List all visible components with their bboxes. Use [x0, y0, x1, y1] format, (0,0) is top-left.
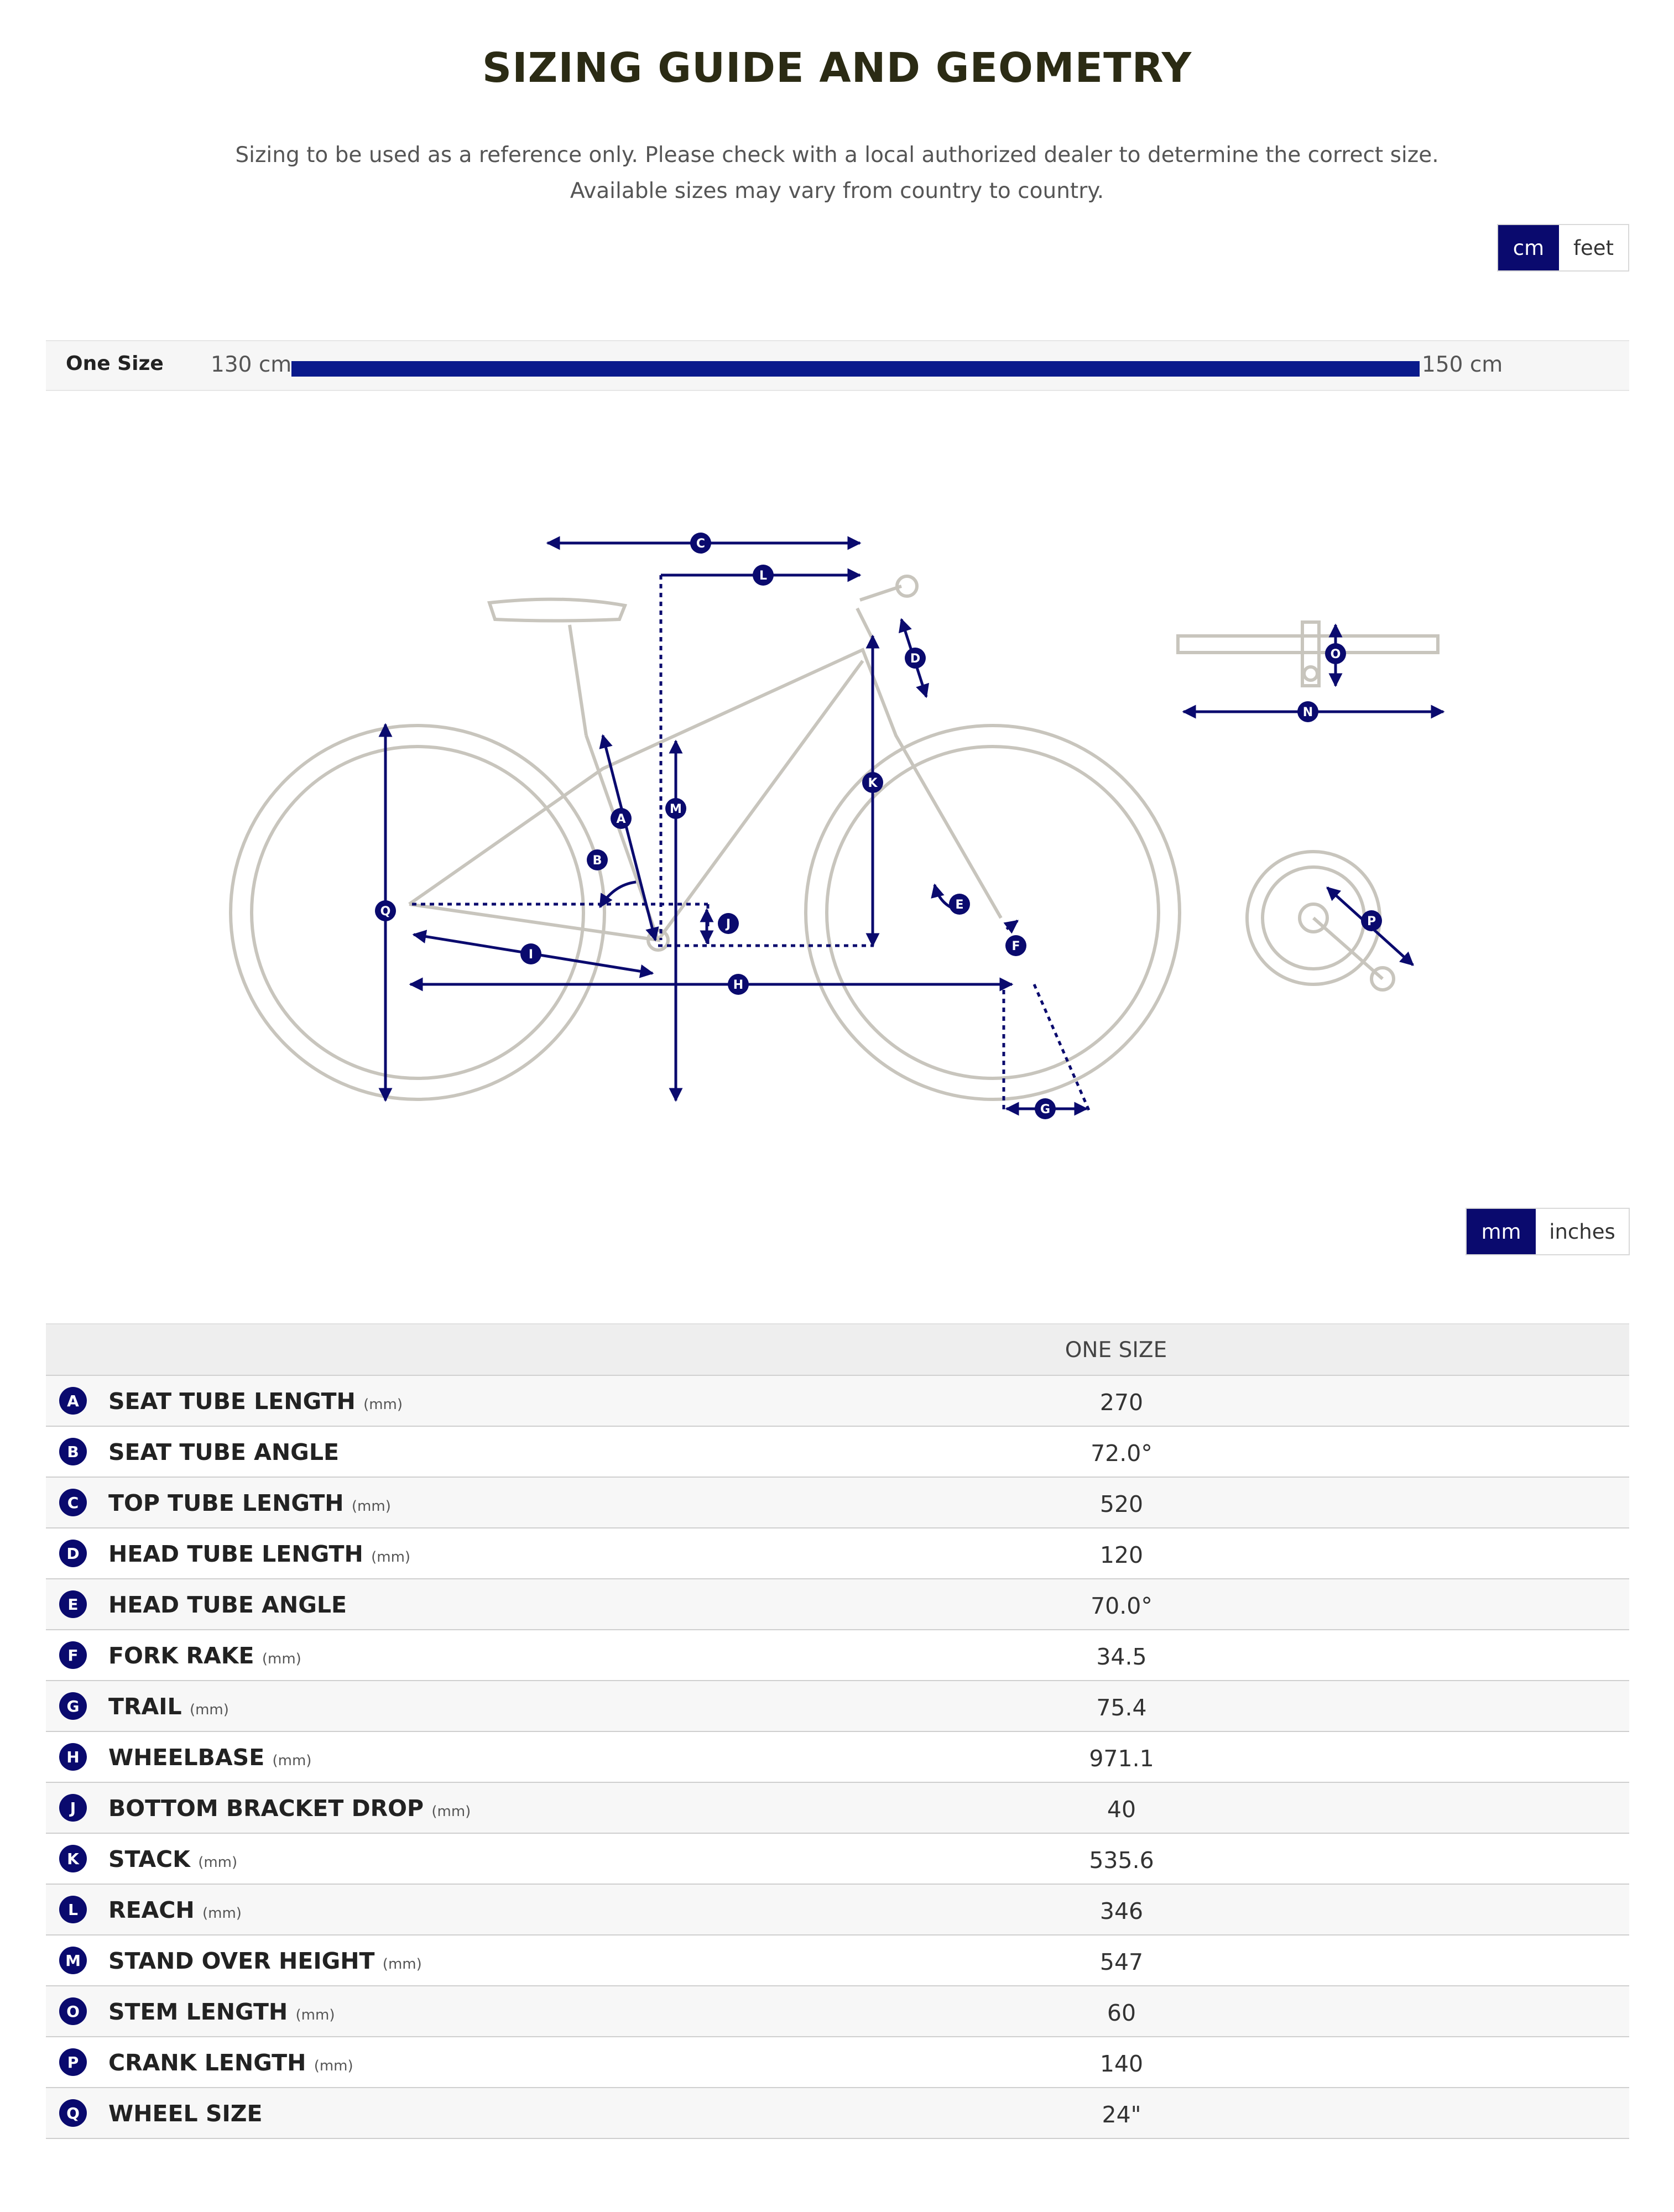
row-unit: (mm) [382, 1956, 422, 1973]
table-row [46, 1834, 1629, 1885]
geometry-unit-toggle [1466, 1208, 1630, 1255]
size-min: 130 cm [211, 352, 292, 377]
marker-J: J [726, 917, 731, 931]
row-value: 346 [1099, 1898, 1144, 1924]
row-value: 520 [1099, 1491, 1144, 1517]
row-label-text: HEAD TUBE LENGTH [108, 1541, 363, 1567]
size-range-bar [46, 340, 1629, 391]
marker-K: K [868, 776, 878, 790]
table-row [46, 1885, 1629, 1936]
row-label-text: SEAT TUBE LENGTH [108, 1388, 356, 1415]
table-row [46, 1630, 1629, 1681]
bike-drawing [231, 576, 1438, 1099]
unit-feet-button[interactable]: feet [1573, 236, 1614, 260]
row-marker-badge: C [59, 1489, 87, 1516]
row-label [108, 1693, 229, 1720]
row-label-text: TOP TUBE LENGTH [108, 1490, 344, 1516]
table-header [46, 1323, 1629, 1376]
row-value: 24" [1102, 2101, 1141, 2128]
marker-N: N [1302, 706, 1313, 719]
marker-I: I [528, 948, 534, 962]
row-label [108, 1490, 391, 1516]
row-label-text: TRAIL [108, 1693, 182, 1720]
row-label [108, 1948, 422, 1974]
table-row [46, 1528, 1629, 1579]
row-label-text: STACK [108, 1846, 190, 1872]
table-row [46, 1376, 1629, 1427]
unit-inches-button[interactable]: inches [1549, 1219, 1615, 1244]
row-label-text: STAND OVER HEIGHT [108, 1948, 375, 1974]
row-label-text: WHEELBASE [108, 1744, 265, 1771]
marker-P: P [1367, 915, 1376, 928]
row-label-text: STEM LENGTH [108, 1999, 288, 2025]
column-header-one-size: ONE SIZE [1065, 1338, 1167, 1363]
row-marker-badge: O [59, 1997, 87, 2025]
row-value: 547 [1099, 1949, 1144, 1975]
dimension-lines [385, 543, 1443, 1112]
marker-D: D [910, 652, 921, 666]
row-unit: (mm) [351, 1498, 391, 1515]
row-unit: (mm) [272, 1752, 312, 1769]
row-value: 70.0° [1091, 1593, 1152, 1619]
row-unit: (mm) [363, 1396, 403, 1413]
size-max: 150 cm [1422, 352, 1503, 377]
row-label-text: CRANK LENGTH [108, 2049, 306, 2076]
row-value: 60 [1107, 2000, 1136, 2026]
row-label [108, 1642, 301, 1669]
marker-H: H [733, 978, 744, 992]
subtitle-line-2: Available sizes may vary from country to country. [570, 179, 1104, 204]
row-label [108, 1592, 347, 1618]
row-unit: (mm) [262, 1651, 301, 1667]
marker-F: F [1011, 940, 1020, 953]
table-row [46, 1681, 1629, 1732]
marker-Q: Q [380, 905, 391, 919]
row-marker-badge: D [59, 1540, 87, 1567]
marker-M: M [670, 802, 682, 816]
row-marker-badge: H [59, 1743, 87, 1771]
unit-mm-button[interactable]: mm [1467, 1209, 1536, 1254]
row-value: 120 [1099, 1542, 1144, 1568]
row-label-text: BOTTOM BRACKET DROP [108, 1795, 424, 1822]
row-label-text: REACH [108, 1897, 195, 1923]
row-marker-badge: Q [59, 2099, 87, 2127]
row-label [108, 2100, 262, 2127]
row-label [108, 1541, 410, 1567]
size-range-fill [291, 361, 1420, 377]
row-marker-badge: E [59, 1590, 87, 1618]
marker-O: O [1330, 648, 1341, 661]
marker-G: G [1040, 1103, 1051, 1117]
row-label-text: FORK RAKE [108, 1642, 254, 1669]
row-label [108, 1795, 471, 1822]
row-label-text: SEAT TUBE ANGLE [108, 1439, 339, 1465]
marker-L: L [759, 569, 768, 583]
row-label [108, 1388, 403, 1415]
row-value: 72.0° [1091, 1440, 1152, 1467]
row-unit: (mm) [431, 1803, 471, 1820]
row-unit: (mm) [295, 2007, 335, 2023]
subtitle-line-1: Sizing to be used as a reference only. Please check with a local authorized dealer to determine the correct size. [235, 143, 1439, 168]
row-label [108, 1439, 339, 1465]
row-value: 34.5 [1096, 1644, 1147, 1670]
row-value: 140 [1099, 2051, 1144, 2077]
row-marker-badge: K [59, 1845, 87, 1872]
row-marker-badge: B [59, 1438, 87, 1465]
row-value: 40 [1107, 1796, 1136, 1823]
table-row [46, 2037, 1629, 2088]
row-marker-badge: J [59, 1794, 87, 1822]
row-marker-badge: G [59, 1692, 87, 1720]
page-title: SIZING GUIDE AND GEOMETRY [482, 44, 1192, 92]
table-row [46, 1732, 1629, 1783]
size-label: One Size [66, 352, 164, 375]
row-unit: (mm) [314, 2058, 353, 2074]
row-marker-badge: A [59, 1387, 87, 1415]
table-row [46, 1986, 1629, 2037]
row-marker-badge: P [59, 2048, 87, 2076]
marker-E: E [955, 898, 964, 912]
row-label [108, 1744, 311, 1771]
row-label [108, 1999, 335, 2025]
table-row [46, 1936, 1629, 1986]
height-unit-toggle [1497, 224, 1629, 272]
row-label-text: HEAD TUBE ANGLE [108, 1592, 347, 1618]
table-row [46, 2088, 1629, 2139]
marker-C: C [696, 537, 706, 551]
geometry-diagram [0, 420, 1674, 1161]
row-label-text: WHEEL SIZE [108, 2100, 263, 2127]
geometry-table [46, 1323, 1629, 2139]
row-unit: (mm) [202, 1905, 242, 1922]
row-unit: (mm) [371, 1549, 411, 1566]
table-row [46, 1427, 1629, 1478]
table-row [46, 1579, 1629, 1630]
row-marker-badge: L [59, 1896, 87, 1923]
row-label [108, 1897, 242, 1923]
dimension-marker-letters [380, 537, 1376, 1117]
row-label [108, 1846, 237, 1872]
row-marker-badge: M [59, 1947, 87, 1974]
row-value: 75.4 [1096, 1694, 1147, 1721]
row-label [108, 2049, 353, 2076]
row-unit: (mm) [189, 1702, 229, 1718]
row-unit: (mm) [198, 1854, 238, 1871]
row-value: 270 [1099, 1389, 1144, 1416]
table-row [46, 1783, 1629, 1834]
marker-A: A [616, 812, 626, 826]
row-marker-badge: F [59, 1641, 87, 1669]
row-value: 971.1 [1089, 1745, 1154, 1772]
table-row [46, 1478, 1629, 1528]
marker-B: B [592, 854, 602, 868]
unit-cm-button[interactable]: cm [1498, 225, 1559, 270]
row-value: 535.6 [1089, 1847, 1154, 1874]
